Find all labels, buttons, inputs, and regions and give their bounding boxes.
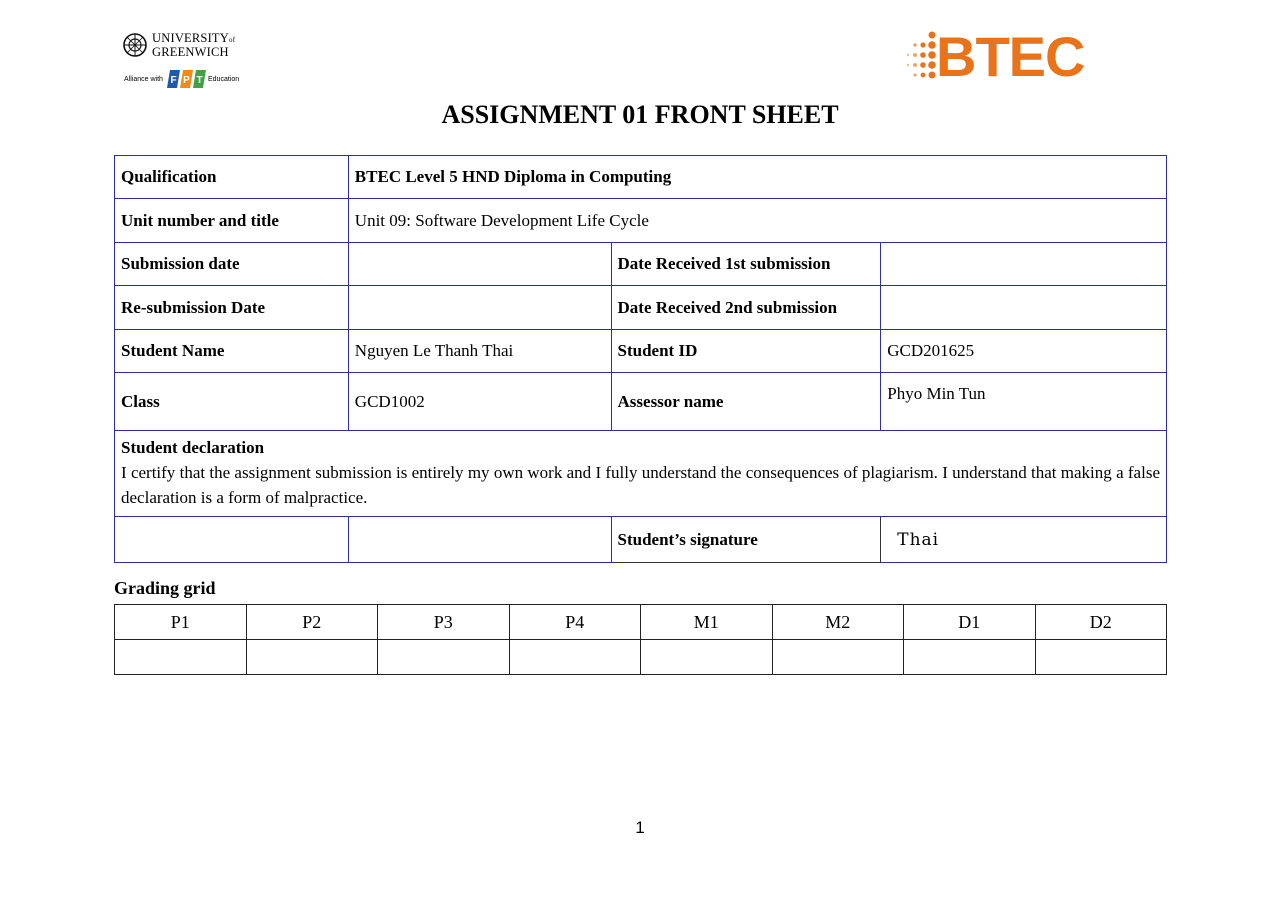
student-id-label: Student ID xyxy=(611,330,881,373)
assessor-label: Assessor name xyxy=(611,373,881,431)
university-name: UNIVERSITYof GREENWICH xyxy=(152,31,236,59)
qualification-label: Qualification xyxy=(115,156,349,199)
signature-blank-2 xyxy=(348,517,611,563)
alliance-text: Alliance with xyxy=(124,76,163,83)
qualification-value: BTEC Level 5 HND Diploma in Computing xyxy=(348,156,1166,199)
date-received-1-value xyxy=(881,243,1167,286)
grade-value xyxy=(509,640,641,675)
class-value: GCD1002 xyxy=(348,373,611,431)
submission-date-label: Submission date xyxy=(115,243,349,286)
document-title: ASSIGNMENT 01 FRONT SHEET xyxy=(441,100,839,129)
student-id-value: GCD201625 xyxy=(881,330,1167,373)
grade-header: M2 xyxy=(772,605,904,640)
signature-blank-1 xyxy=(115,517,349,563)
signature-value: Thai xyxy=(881,517,1167,563)
greenwich-crest-icon xyxy=(122,32,148,58)
grading-grid-table xyxy=(114,604,1167,675)
row-unit xyxy=(115,199,1167,243)
page-number: 1 xyxy=(635,818,645,837)
declaration-heading: Student declaration xyxy=(121,438,265,457)
row-student-name xyxy=(115,330,1167,373)
row-resubmission xyxy=(115,286,1167,330)
assessor-value: Phyo Min Tun xyxy=(881,373,1167,431)
grade-header: P3 xyxy=(378,605,510,640)
unit-label: Unit number and title xyxy=(115,199,349,243)
grade-value xyxy=(904,640,1036,675)
fpt-letter-f: F xyxy=(170,75,177,86)
grade-header: P1 xyxy=(115,605,247,640)
row-qualification xyxy=(115,156,1167,199)
declaration-text: I certify that the assignment submission is entirely my own work and I fully understand the consequences of plagiarism. I understand that making a false declaration is a form of malpractice. xyxy=(121,463,1160,507)
declaration-cell xyxy=(115,431,1167,517)
student-name-label: Student Name xyxy=(115,330,349,373)
row-submission xyxy=(115,243,1167,286)
grade-value xyxy=(246,640,378,675)
resubmission-date-label: Re-submission Date xyxy=(115,286,349,330)
btec-logo xyxy=(904,25,1085,88)
grade-header: P4 xyxy=(509,605,641,640)
front-sheet-table xyxy=(114,155,1167,563)
grade-value xyxy=(115,640,247,675)
greenwich-logo xyxy=(122,30,246,94)
education-text: Education xyxy=(208,76,240,83)
submission-date-value xyxy=(348,243,611,286)
grade-value xyxy=(1035,640,1167,675)
grade-value xyxy=(378,640,510,675)
date-received-1-label: Date Received 1st submission xyxy=(611,243,881,286)
btec-dots-icon xyxy=(904,30,938,86)
fpt-logo-icon xyxy=(166,68,208,90)
resubmission-date-value xyxy=(348,286,611,330)
signature-label: Student’s signature xyxy=(611,517,881,563)
grading-value-row xyxy=(115,640,1167,675)
class-label: Class xyxy=(115,373,349,431)
unit-value: Unit 09: Software Development Life Cycle xyxy=(348,199,1166,243)
row-signature xyxy=(115,517,1167,563)
grading-grid-label: Grading grid xyxy=(114,578,216,598)
fpt-letter-p: P xyxy=(183,75,190,86)
btec-wordmark: BTEC xyxy=(936,25,1085,88)
grading-header-row xyxy=(115,605,1167,640)
fpt-letter-t: T xyxy=(196,75,203,86)
row-class xyxy=(115,373,1167,431)
grade-header: P2 xyxy=(246,605,378,640)
grade-header: M1 xyxy=(641,605,773,640)
grade-value xyxy=(641,640,773,675)
grade-header: D1 xyxy=(904,605,1036,640)
row-declaration xyxy=(115,431,1167,517)
student-name-value: Nguyen Le Thanh Thai xyxy=(348,330,611,373)
date-received-2-value xyxy=(881,286,1167,330)
grade-value xyxy=(772,640,904,675)
date-received-2-label: Date Received 2nd submission xyxy=(611,286,881,330)
grade-header: D2 xyxy=(1035,605,1167,640)
